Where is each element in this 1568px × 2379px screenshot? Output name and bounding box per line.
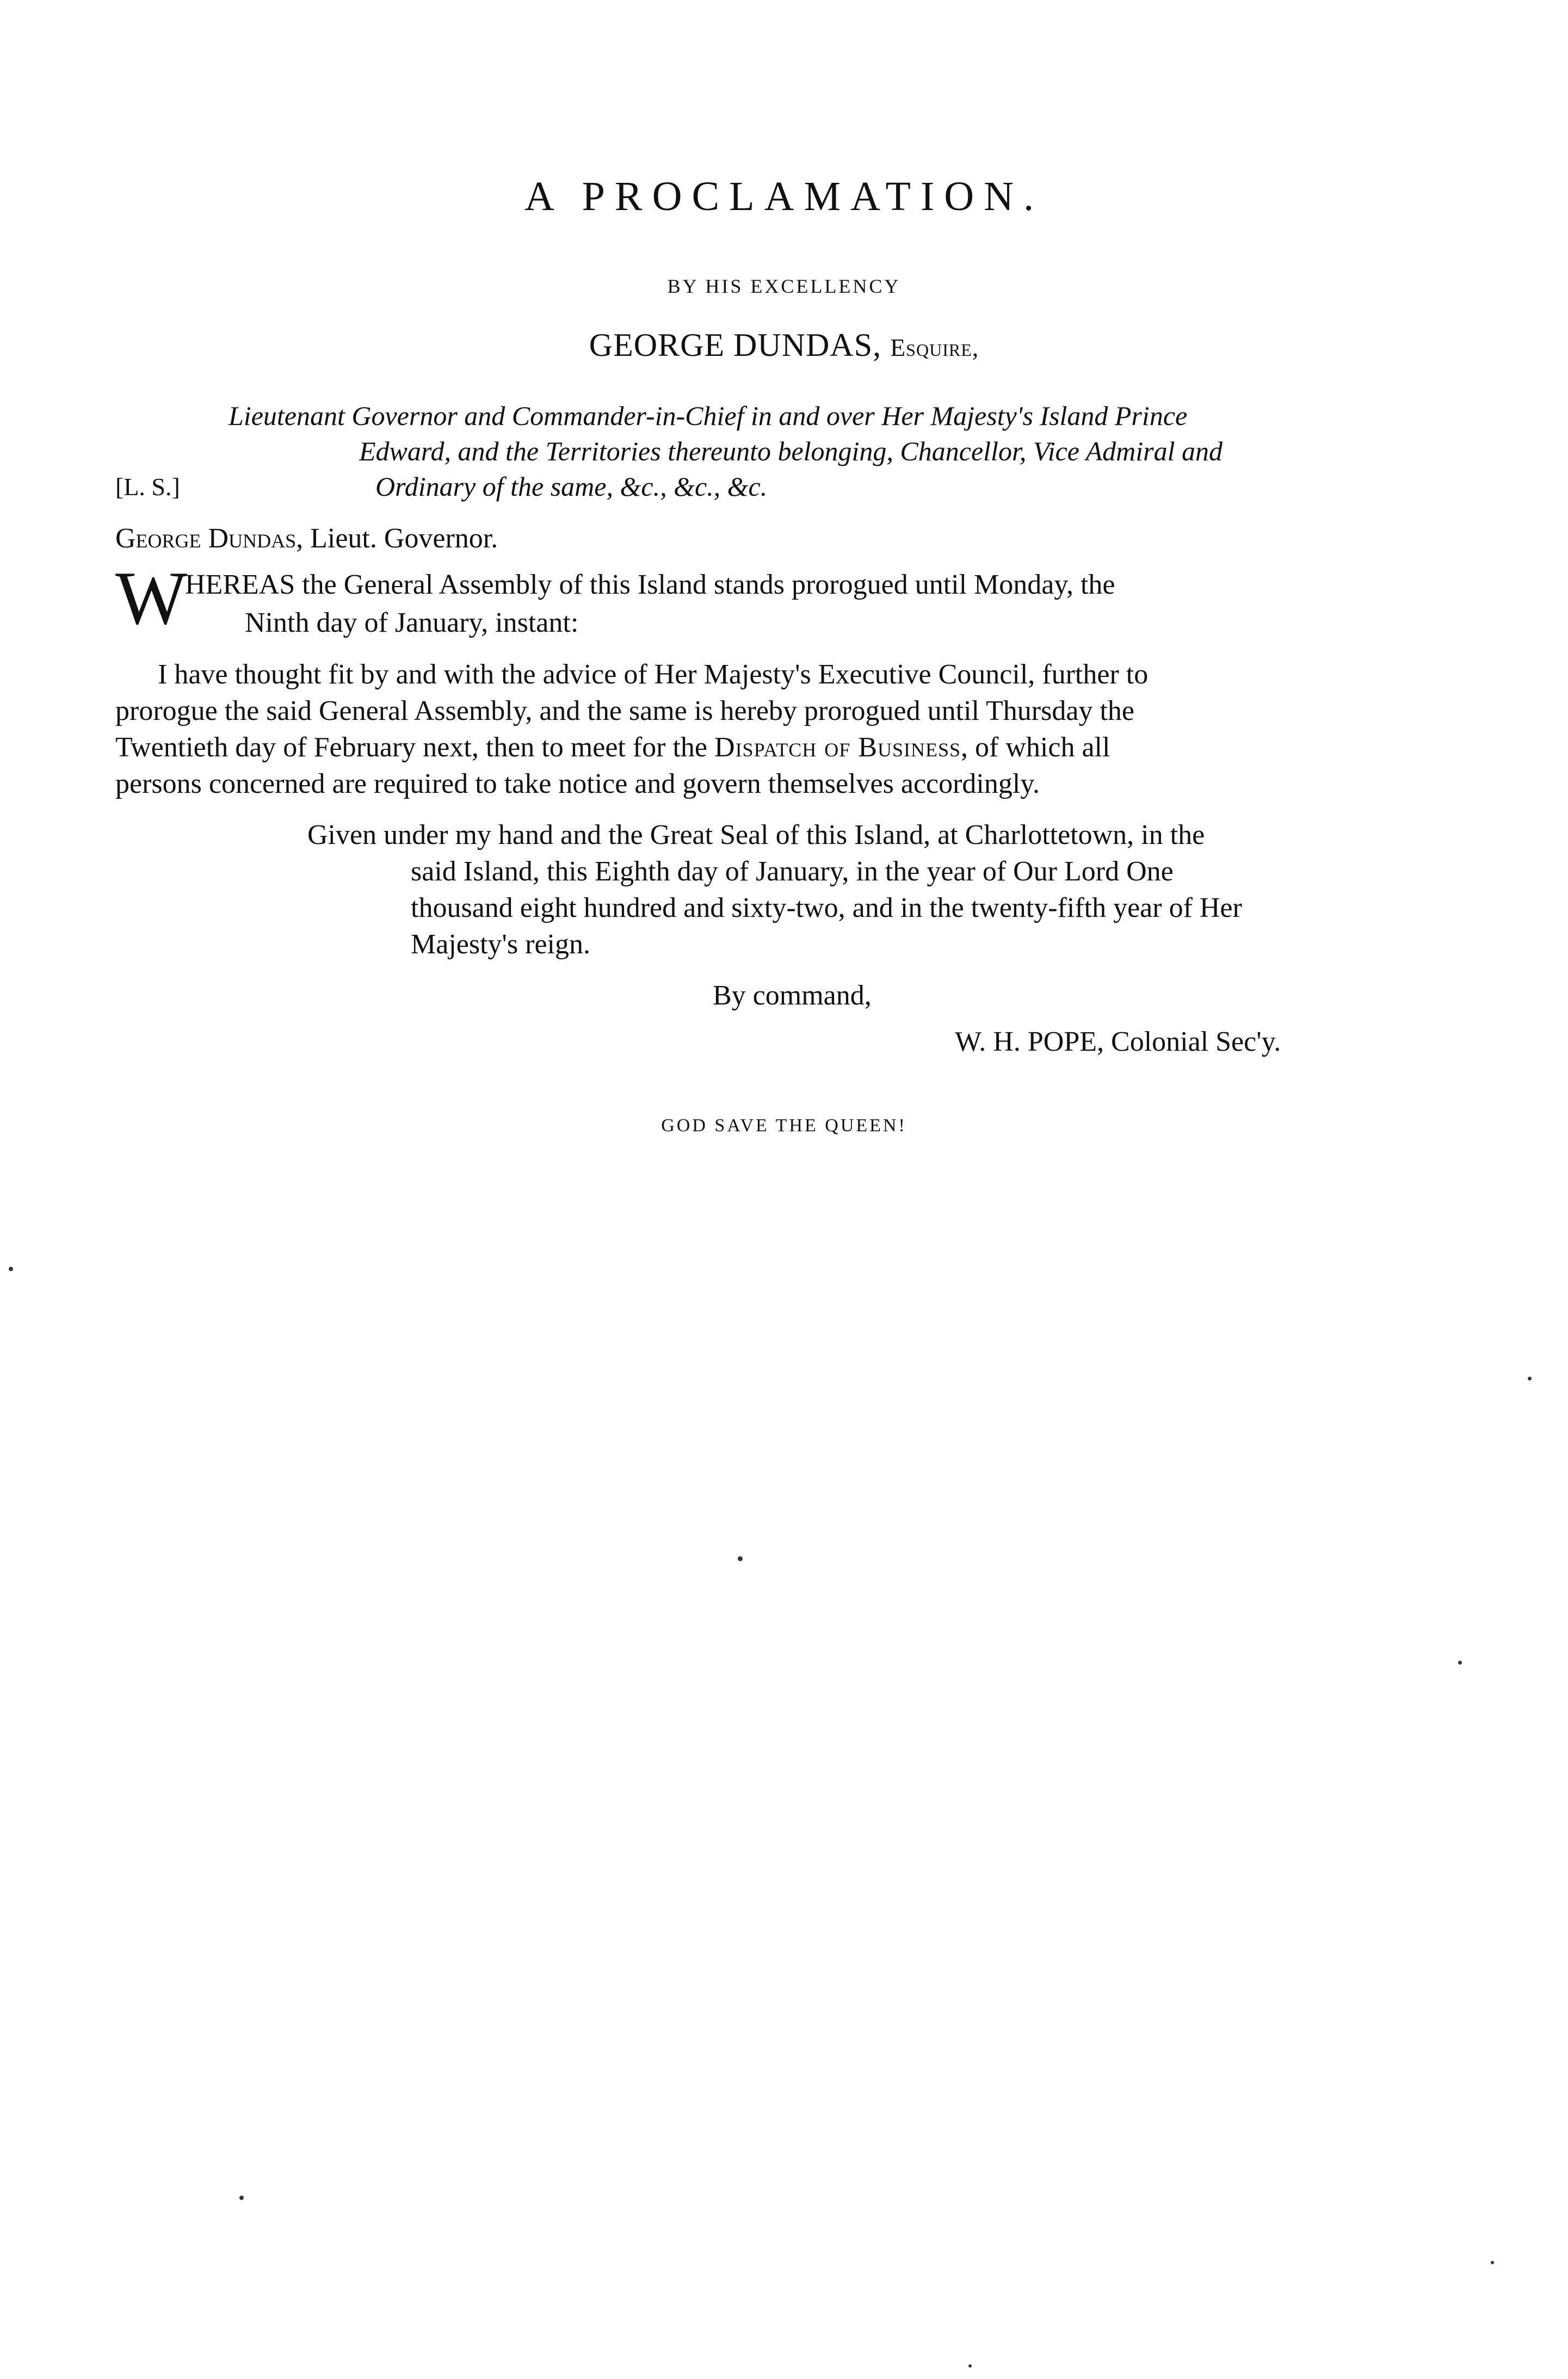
given-line-1: Given under my hand and the Great Seal of this Island, at Charlottetown, in the: [307, 819, 1205, 850]
prorogue-line-3: [115, 729, 1110, 767]
governor-signature: [115, 522, 498, 554]
closing-line: GOD SAVE THE QUEEN!: [661, 1115, 907, 1136]
given-line-4: Majesty's reign.: [411, 929, 590, 960]
speck: [738, 1556, 743, 1561]
prorogue-line-3-end: , of which all: [961, 732, 1110, 763]
signature-title: Lieut. Governor.: [310, 523, 498, 554]
speck: [239, 2196, 244, 2200]
seal-mark: [L. S.]: [115, 473, 180, 501]
whereas-dropcap: W: [115, 556, 188, 640]
secretary-signature: W. H. POPE, Colonial Sec'y.: [955, 1026, 1281, 1057]
speck: [968, 2364, 972, 2368]
speck: [1528, 1377, 1532, 1380]
prorogue-line-4: persons concerned are required to take notice and govern themselves accordingly.: [115, 768, 1040, 799]
prorogue-line-1: I have thought fit by and with the advice of Her Majesty's Executive Council, further to: [158, 659, 1149, 690]
whereas-line-1: HEREAS the General Assembly of this Island stands prorogued until Monday, the: [185, 569, 1115, 600]
by-command: By command,: [713, 980, 872, 1011]
governor-name: [0, 326, 1568, 364]
prorogue-line-3-start: Twentieth day of February next, then to meet for the: [115, 732, 715, 763]
governor-name-main: GEORGE DUNDAS,: [589, 327, 882, 363]
speck: [1491, 2261, 1494, 2264]
whereas-line-2: Ninth day of January, instant:: [245, 607, 579, 638]
proclamation-title: A PROCLAMATION.: [524, 174, 1044, 219]
style-line-1: Lieutenant Governor and Commander-in-Chief in and over Her Majesty's Island Prince: [229, 400, 1188, 431]
governor-name-suffix: Esquire,: [890, 334, 979, 361]
speck: [1458, 1661, 1462, 1665]
given-line-2: said Island, this Eighth day of January, in the year of Our Lord One: [411, 856, 1174, 887]
signature-name: George Dundas,: [115, 523, 304, 554]
dispatch-phrase: Dispatch of Business: [714, 732, 961, 763]
byline: BY HIS EXCELLENCY: [667, 275, 901, 297]
speck: [9, 1267, 13, 1271]
given-line-3: thousand eight hundred and sixty-two, and in the twenty-fifth year of Her: [411, 892, 1242, 923]
style-line-2: Edward, and the Territories thereunto belonging, Chancellor, Vice Admiral and: [359, 436, 1223, 466]
style-line-3: Ordinary of the same, &c., &c., &c.: [375, 471, 768, 502]
prorogue-line-2: prorogue the said General Assembly, and the same is hereby prorogued until Thursday the: [115, 695, 1134, 726]
